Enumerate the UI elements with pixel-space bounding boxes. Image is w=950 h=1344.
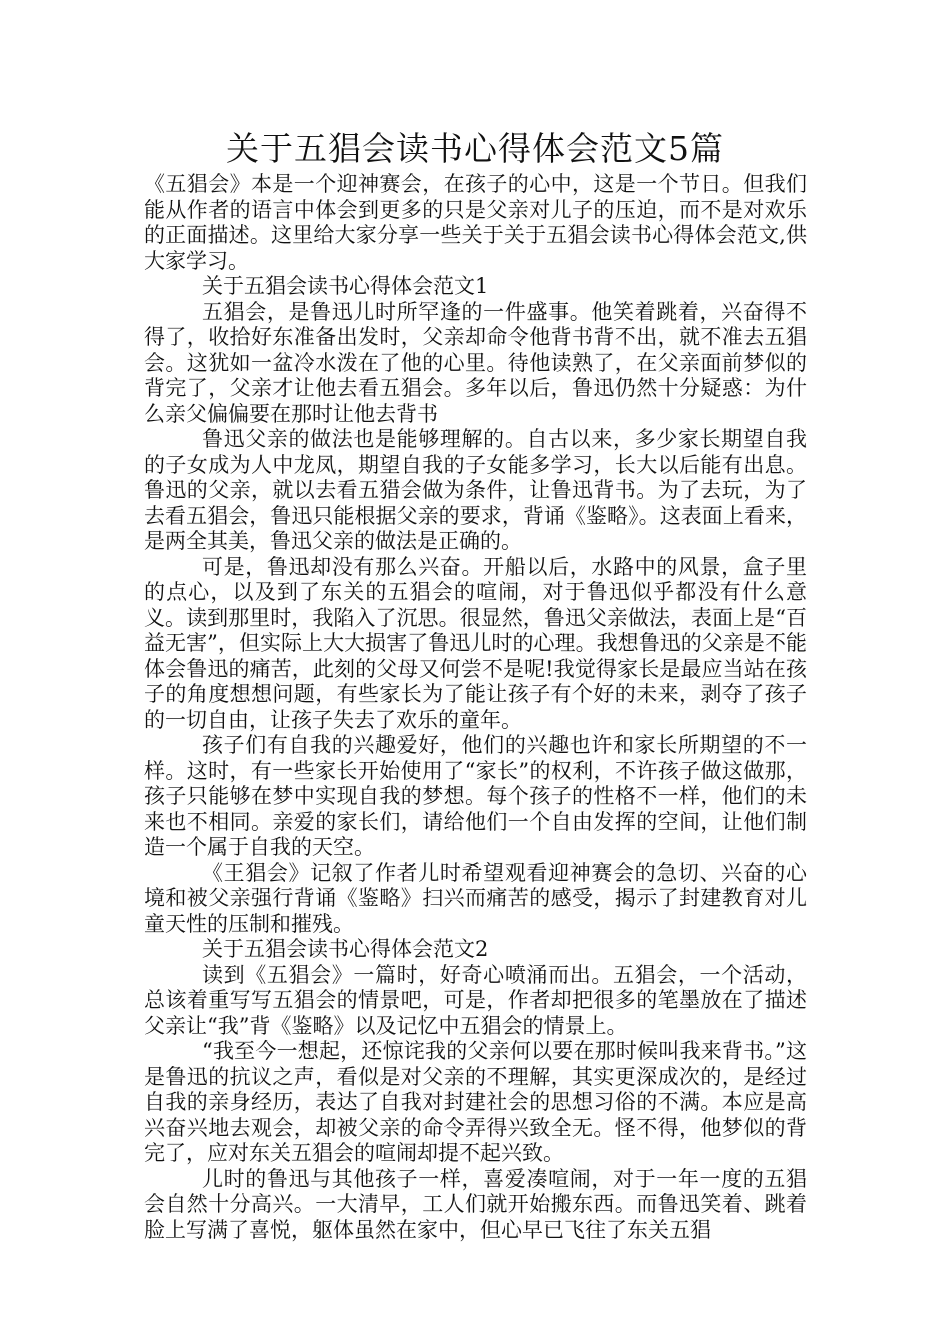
document-title: 关于五猖会读书心得体会范文5篇	[226, 129, 724, 168]
paragraph: “我至今一想起，还惊诧我的父亲何以要在那时候叫我来背书。”这是鲁迅的抗议之声，看似是对父亲的不理解，其实更深成次的，是经过自我的亲身经历，表达了自我对封建社会的思想习俗的不满。本应是高兴奋兴地去观会，却被父亲的命令弄得兴致全无。怪不得，他梦似的背完了，应对东关五猖会的喧闹却提不起兴致。	[144, 1039, 807, 1165]
paragraph: 可是，鲁迅却没有那么兴奋。开船以后，水路中的风景，盒子里的点心，以及到了东关的五猖会的喧闹，对于鲁迅似乎都没有什么意义。读到那里时，我陷入了沉思。很显然，鲁迅父亲做法，表面上是“百益无害”，但实际上大大损害了鲁迅儿时的心理。我想鲁迅的父亲是不能体会鲁迅的痛苦，此刻的父母又何尝不是呢!我觉得家长是最应当站在孩子的角度想想问题，有些家长为了能让孩子有个好的未来，剥夺了孩子的一切自由，让孩子失去了欢乐的童年。	[144, 554, 807, 732]
paragraph: 孩子们有自我的兴趣爱好，他们的兴趣也许和家长所期望的不一样。这时，有一些家长开始使用了“家长”的权利，不许孩子做这做那，孩子只能够在梦中实现自我的梦想。每个孩子的性格不一样，他们的未来也不相同。亲爱的家长们，请给他们一个自由发挥的空间，让他们制造一个属于自我的天空。	[144, 733, 807, 859]
paragraph: 五猖会，是鲁迅儿时所罕逢的一件盛事。他笑着跳着，兴奋得不得了，收拾好东准备出发时，父亲却命令他背书背不出，就不准去五猖会。这犹如一盆冷水泼在了他的心里。待他读熟了，在父亲面前梦似的背完了，父亲才让他去看五猖会。多年以后，鲁迅仍然十分疑惑：为什么亲父偏偏要在那时让他去背书	[144, 299, 807, 426]
paragraph: 儿时的鲁迅与其他孩子一样，喜爱凑喧闹，对于一年一度的五猖会自然十分高兴。一大清早，工人们就开始搬东西。而鲁迅笑着、跳着脸上写满了喜悦，躯体虽然在家中，但心早已飞往了东关五猖	[144, 1166, 807, 1242]
section-heading-2: 关于五猖会读书心得体会范文2	[202, 937, 489, 961]
paragraph: 《王猖会》记叙了作者儿时希望观看迎神赛会的急切、兴奋的心境和被父亲强行背诵《鉴略》扫兴而痛苦的感受，揭示了封建教育对儿童天性的压制和摧残。	[144, 860, 807, 936]
intro-paragraph: 《五猖会》本是一个迎神赛会，在孩子的心中，这是一个节日。但我们能从作者的语言中体会到更多的只是父亲对儿子的压迫，而不是对欢乐的正面描述。这里给大家分享一些关于关于五猖会读书心得体会范文,供大家学习。	[144, 172, 807, 273]
paragraph: 读到《五猖会》一篇时，好奇心喷涌而出。五猖会，一个活动，总该着重写写五猖会的情景吧，可是，作者却把很多的笔墨放在了描述父亲让“我”背《鉴略》以及记忆中五猖会的情景上。	[144, 962, 807, 1038]
paragraph: 鲁迅父亲的做法也是能够理解的。自古以来，多少家长期望自我的子女成为人中龙凤，期望自我的子女能多学习，长大以后能有出息。鲁迅的父亲，就以去看五猎会做为条件，让鲁迅背书。为了去玩，为了去看五猖会，鲁迅只能根据父亲的要求，背诵《鉴略》。这表面上看来，是两全其美，鲁迅父亲的做法是正确的。	[144, 427, 807, 553]
document-body	[144, 172, 807, 1243]
section-heading-1: 关于五猖会读书心得体会范文1	[202, 274, 489, 298]
